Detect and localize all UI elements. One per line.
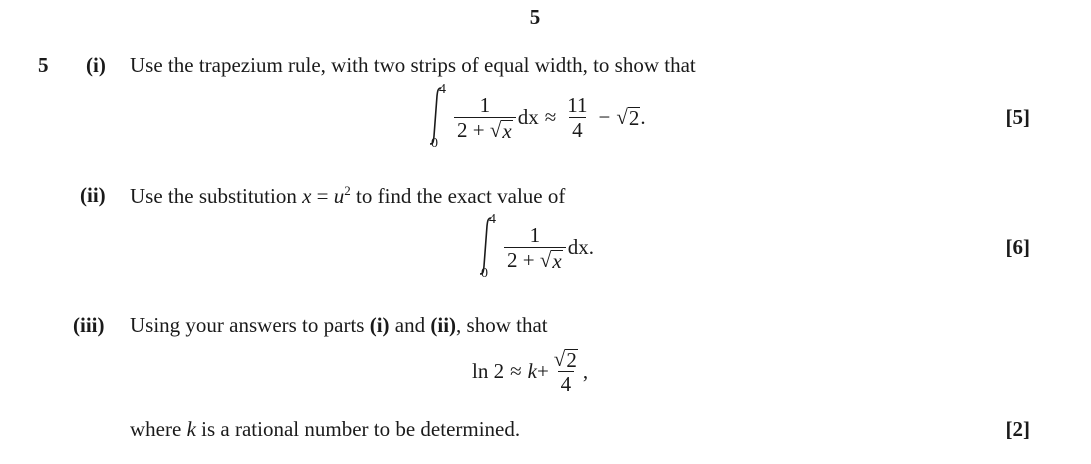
- differential: dx: [567, 234, 589, 259]
- ln-2: ln 2: [472, 359, 505, 383]
- integrand-numerator: 1: [529, 222, 541, 247]
- part-ii-marks: [6]: [1005, 235, 1030, 259]
- approx-sign: ≈: [510, 359, 522, 383]
- plus-sign: +: [536, 359, 549, 383]
- part-ii-text: Use the substitution $x = u^2$ to find the exact value of: [130, 183, 566, 208]
- part-iii-text: Using your answers to parts (i) and (ii), show that: [130, 313, 548, 337]
- integral-sign: [478, 212, 500, 281]
- sqrt2-over-4-fraction: √ 2 4: [553, 347, 577, 396]
- integrand-numerator: 1: [479, 92, 491, 117]
- sqrt-x: √ x: [539, 247, 562, 273]
- integral-upper-limit: 4: [439, 82, 446, 97]
- k-variable: k: [527, 359, 537, 383]
- integrand-denominator: 2 + √ x: [504, 247, 566, 271]
- part-ii-label: (ii): [80, 183, 106, 207]
- part-iii-where-text: where k is a rational number to be determined.: [130, 417, 521, 441]
- part-i-marks: [5]: [1005, 105, 1030, 129]
- part-ii-equation: 4 0 1 2 + √ x dx .: [478, 216, 594, 278]
- page-number: 5: [529, 5, 541, 29]
- integral-sign: [428, 82, 450, 151]
- differential: dx: [517, 104, 539, 129]
- part-iii-marks: [2]: [1005, 417, 1030, 441]
- integrand-fraction: [454, 94, 516, 141]
- integral-upper-limit: 4: [489, 212, 496, 227]
- part-iii-equation: ln 2 ≈ k + √ 2 4 ,: [472, 347, 589, 396]
- rhs-fraction: $\frac{11}{4}$: [567, 92, 588, 142]
- approx-sign: ≈: [544, 104, 557, 129]
- minus-sign: −: [598, 104, 611, 129]
- sqrt-x: √ x: [489, 117, 512, 143]
- sqrt-2: √ 2: [553, 347, 577, 372]
- sqrt-2: √ 2: [616, 105, 640, 130]
- integral-lower-limit: 0: [431, 136, 438, 151]
- part-i-text: Use the trapezium rule, with two strips of equal width, to show that: [130, 53, 696, 77]
- integrand-denominator: 2 + √ x: [454, 117, 516, 141]
- integrand-fraction: [504, 224, 566, 271]
- part-iii-label: (iii): [73, 313, 105, 337]
- question-number: 5: [38, 53, 49, 77]
- part-i-label: (i): [86, 53, 106, 77]
- integral-lower-limit: 0: [481, 266, 488, 281]
- part-i-equation: 4 0 1 2 + √ x dx ≈ $\frac{11}{4}$ − √ 2 .: [428, 86, 646, 148]
